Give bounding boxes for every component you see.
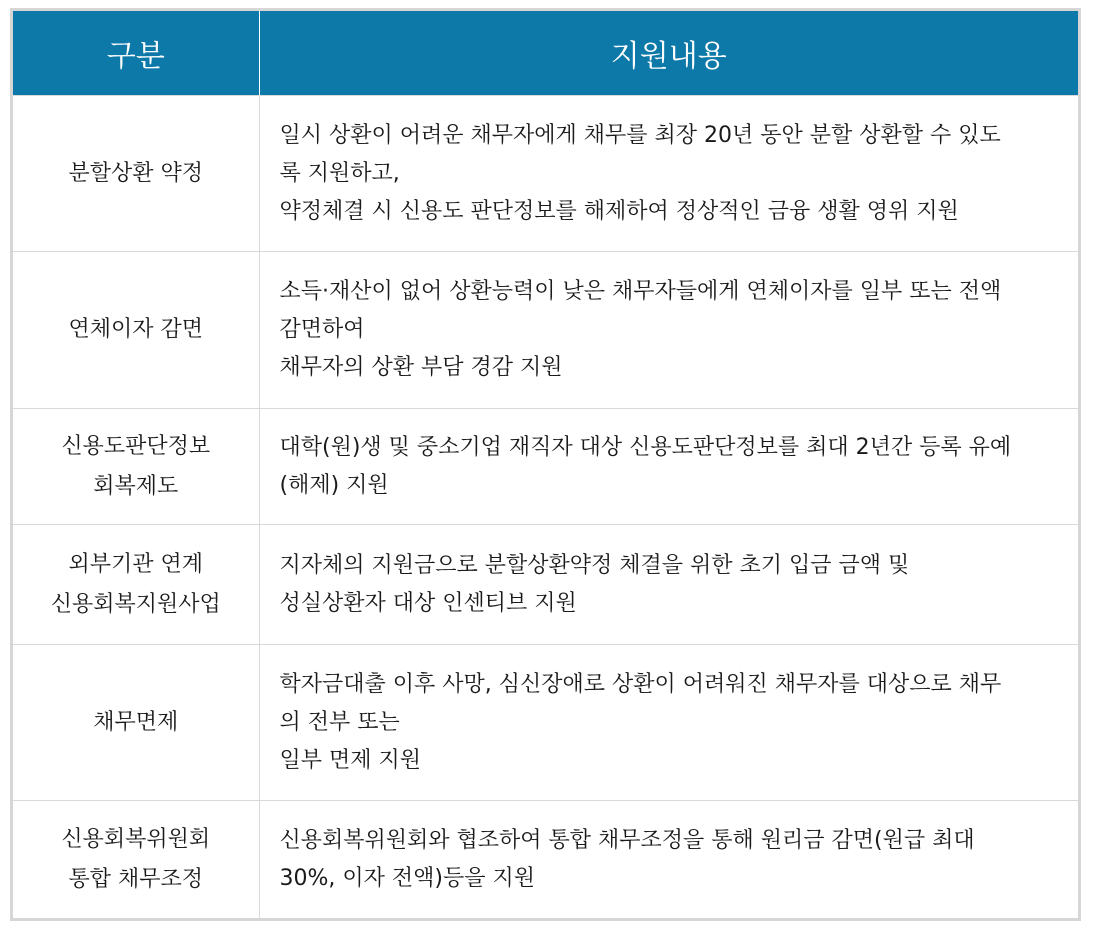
content-line: (해제) 지원 — [279, 472, 389, 498]
category-cell — [13, 409, 259, 525]
support-table-frame — [10, 8, 1081, 921]
content-cell — [259, 525, 1078, 645]
content-line: 소득·재산이 없어 상환능력이 낮은 채무자들에게 연체이자를 일부 또는 전액 — [279, 279, 1002, 304]
category-cell — [13, 645, 259, 801]
category-cell — [13, 801, 259, 919]
header-category: 구분 — [13, 11, 259, 96]
header-content: 지원내용 — [259, 11, 1078, 96]
category-line: 신용회복위원회 — [61, 826, 211, 852]
table-row — [13, 645, 1078, 801]
category-line: 신용도판단정보 — [61, 433, 211, 459]
category-line: 통합 채무조정 — [68, 866, 203, 892]
support-table — [13, 11, 1078, 919]
category-line: 회복제도 — [93, 473, 179, 499]
content-line: 약정체결 시 신용도 판단정보를 해제하여 정상적인 금융 생활 영위 지원 — [279, 198, 959, 224]
content-cell — [259, 252, 1078, 409]
content-line: 학자금대출 이후 사망, 심신장애로 상환이 어려워진 채무자를 대상으로 채무 — [279, 671, 1002, 697]
content-line: 의 전부 또는 — [279, 709, 400, 735]
table-row — [13, 409, 1078, 525]
content-line: 록 지원하고, — [279, 160, 400, 186]
table-row — [13, 252, 1078, 409]
table-row — [13, 801, 1078, 919]
category-cell — [13, 525, 259, 645]
category-line: 외부기관 연계 — [68, 551, 203, 577]
content-line: 대학(원)생 및 중소기업 재직자 대상 신용도판단정보를 최대 2년간 등록 유예 — [279, 434, 1012, 460]
category-cell — [13, 96, 259, 252]
category-cell — [13, 252, 259, 409]
category-line: 채무면제 — [93, 709, 179, 735]
content-cell — [259, 96, 1078, 252]
table-row — [13, 96, 1078, 252]
content-line: 채무자의 상환 부담 경감 지원 — [279, 355, 563, 380]
content-line: 일시 상환이 어려운 채무자에게 채무를 최장 20년 동안 분할 상환할 수 있도 — [279, 122, 1001, 148]
category-line: 신용회복지원사업 — [50, 591, 221, 617]
content-line: 일부 면제 지원 — [279, 747, 421, 773]
content-line: 30%, 이자 전액)등을 지원 — [279, 865, 535, 891]
content-line: 지자체의 지원금으로 분할상환약정 체결을 위한 초기 입금 금액 및 — [279, 552, 910, 578]
content-cell — [259, 801, 1078, 919]
content-cell — [259, 409, 1078, 525]
content-line: 성실상환자 대상 인센티브 지원 — [279, 590, 577, 616]
category-line: 연체이자 감면 — [68, 317, 203, 342]
table-header-row — [13, 11, 1078, 96]
content-line: 신용회복위원회와 협조하여 통합 채무조정을 통해 원리금 감면(원급 최대 — [279, 827, 975, 853]
table-row — [13, 525, 1078, 645]
content-line: 감면하여 — [279, 317, 365, 342]
content-cell — [259, 645, 1078, 801]
category-line: 분할상환 약정 — [68, 160, 203, 186]
